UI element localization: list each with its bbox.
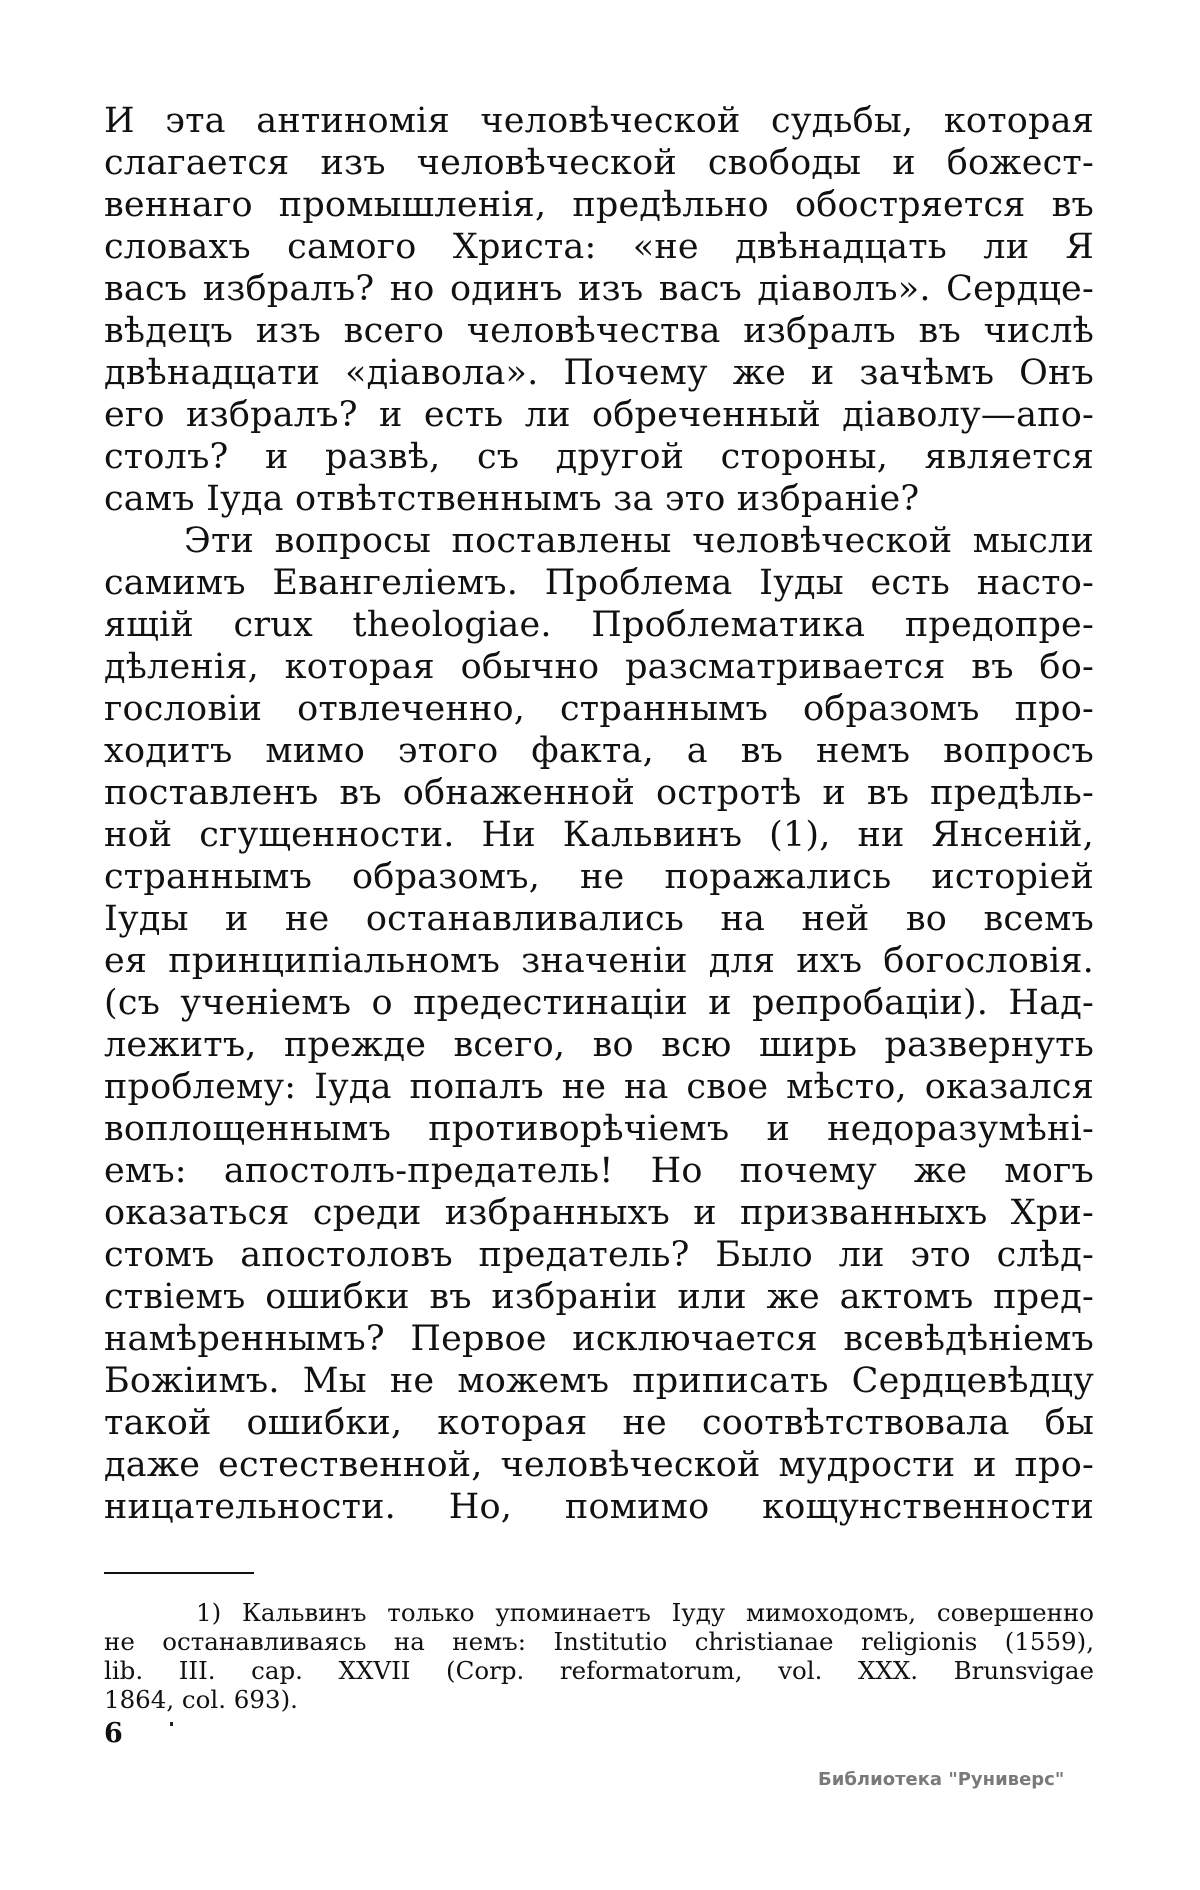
- text-line: слагается изъ человѣческой свободы и божест-: [104, 143, 1094, 183]
- text-line: ходитъ мимо этого факта, а въ немъ вопросъ: [104, 731, 1094, 771]
- text-line: самъ Іуда отвѣтственнымъ за это избраніе?: [104, 479, 920, 519]
- text-line: самимъ Евангеліемъ. Проблема Іуды есть насто-: [104, 563, 1094, 603]
- text-line: (съ ученіемъ о предестинаціи и репробаціи). Над-: [104, 983, 1094, 1023]
- text-line: дѣленія, которая обычно разсматривается въ бо-: [104, 647, 1094, 687]
- text-line: словахъ самого Христа: «не двѣнадцать ли Я: [104, 227, 1094, 267]
- text-line: столъ? и развѣ, съ другой стороны, является: [104, 437, 1094, 477]
- footnote-divider: [104, 1572, 254, 1574]
- text-line: васъ избралъ? но одинъ изъ васъ діаволъ». Сердце-: [104, 269, 1094, 309]
- footnote-line: 1) Кальвинъ только упоминаетъ Іуду мимоходомъ, совершенно: [196, 1598, 1094, 1627]
- text-line: Эти вопросы поставлены человѣческой мысли: [184, 521, 1094, 561]
- text-line: ной сгущенности. Ни Кальвинъ (1), ни Янсеній,: [104, 815, 1094, 855]
- text-line: оказаться среди избранныхъ и призванныхъ Хри-: [104, 1193, 1094, 1233]
- library-watermark: Библиотека "Руниверс": [818, 1769, 1065, 1790]
- text-line: проблему: Іуда попалъ не на свое мѣсто, оказался: [104, 1067, 1094, 1107]
- text-line: емъ: апостолъ-предатель! Но почему же могъ: [104, 1151, 1094, 1191]
- text-line: воплощеннымъ противорѣчіемъ и недоразумѣні-: [104, 1109, 1094, 1149]
- text-line: ницательности. Но, помимо кощунственности: [104, 1487, 1094, 1527]
- text-line: ея принципіальномъ значеніи для ихъ богословія.: [104, 941, 1094, 981]
- footnote: [104, 1598, 1094, 1714]
- text-line: поставленъ въ обнаженной остротѣ и въ предѣль-: [104, 773, 1094, 813]
- text-line: веннаго промышленія, предѣльно обостряется въ: [104, 185, 1094, 225]
- page-number: 6: [104, 1718, 123, 1749]
- footnote-line: 1864, col. 693).: [104, 1685, 298, 1714]
- text-line: его избралъ? и есть ли обреченный діаволу—апо-: [104, 395, 1094, 435]
- footnote-line: lib. III. cap. XXVII (Corp. reformatorum, vol. XXX. Brunsvigae: [104, 1656, 1094, 1685]
- text-line: двѣнадцати «діавола». Почему же и зачѣмъ Онъ: [104, 353, 1094, 393]
- text-line: страннымъ образомъ, не поражались исторіей: [104, 857, 1094, 897]
- text-line: стомъ апостоловъ предатель? Было ли это слѣд-: [104, 1235, 1094, 1275]
- text-line: вѣдецъ изъ всего человѣчества избралъ въ числѣ: [104, 311, 1094, 351]
- text-line: Іуды и не останавливались на ней во всемъ: [104, 899, 1094, 939]
- text-line: такой ошибки, которая не соотвѣтствовала бы: [104, 1403, 1094, 1443]
- text-line: даже естественной, человѣческой мудрости и про-: [104, 1445, 1094, 1485]
- text-line: лежитъ, прежде всего, во всю ширь развернуть: [104, 1025, 1094, 1065]
- print-speck: [170, 1722, 173, 1726]
- main-text: [104, 100, 1094, 1528]
- text-line: ящій crux theologiae. Проблематика предопре-: [104, 605, 1094, 645]
- text-line: И эта антиномія человѣческой судьбы, которая: [104, 101, 1094, 141]
- text-line: ствіемъ ошибки въ избраніи или же актомъ пред-: [104, 1277, 1094, 1317]
- text-line: Божіимъ. Мы не можемъ приписать Сердцевѣдцу: [104, 1361, 1094, 1401]
- text-line: гословіи отвлеченно, страннымъ образомъ про-: [104, 689, 1094, 729]
- footnote-line: не останавливаясь на немъ: Institutio christianae religionis (1559),: [104, 1627, 1094, 1656]
- text-line: намѣреннымъ? Первое исключается всевѣдѣніемъ: [104, 1319, 1094, 1359]
